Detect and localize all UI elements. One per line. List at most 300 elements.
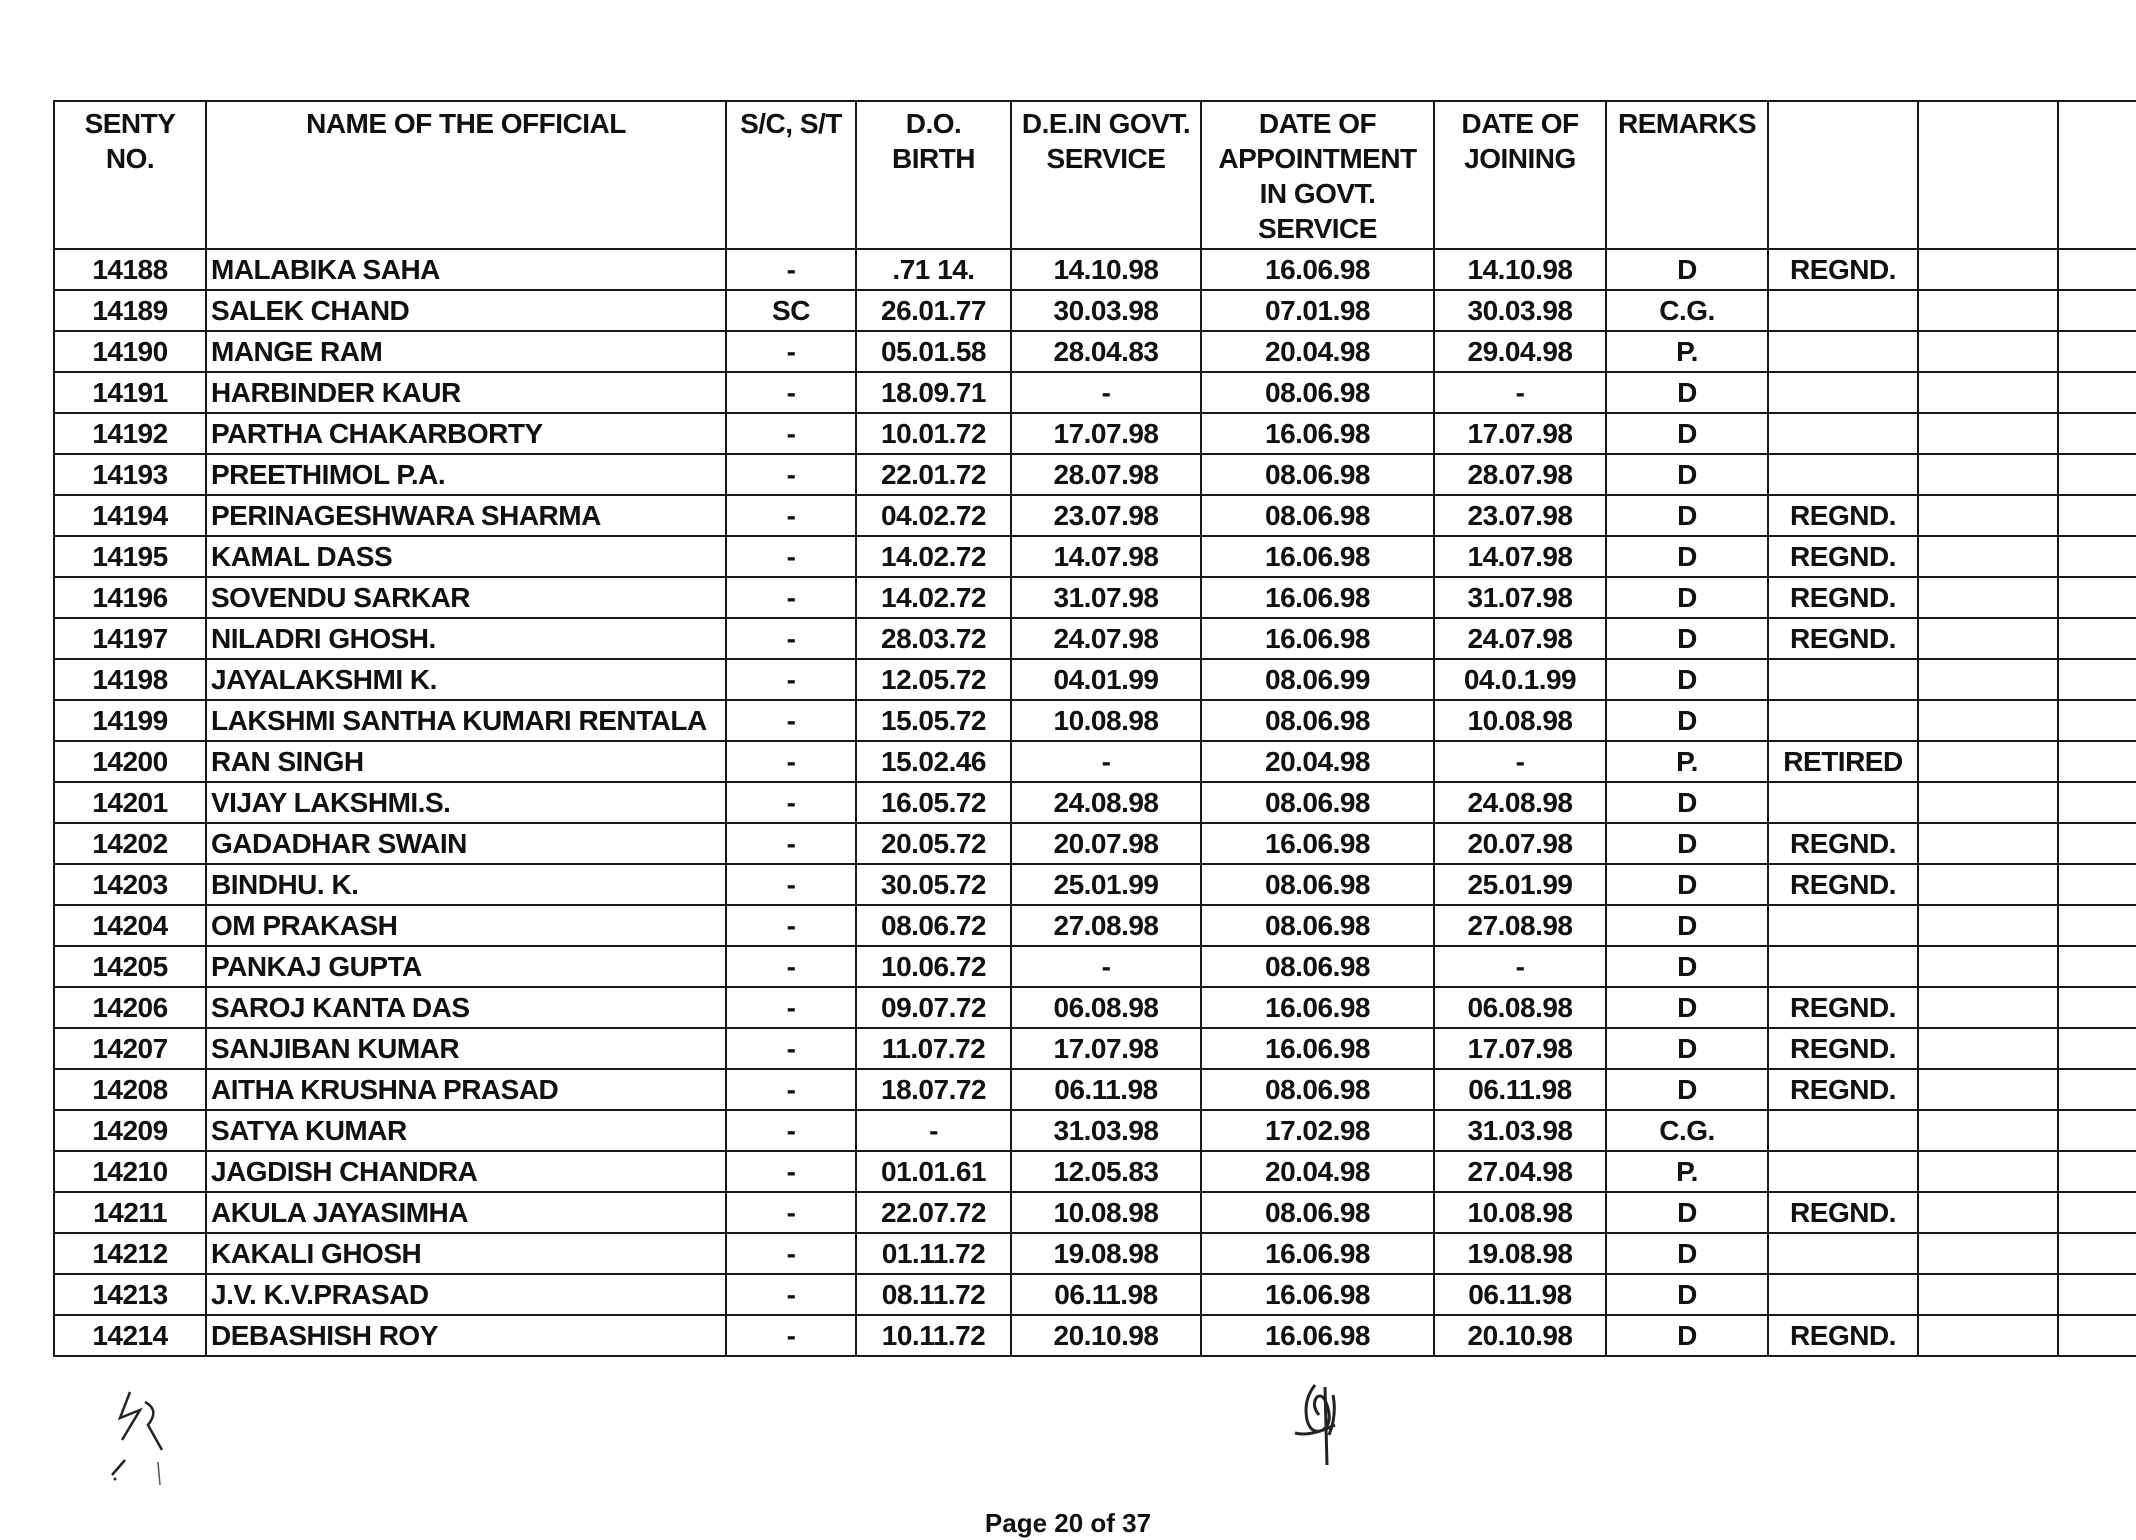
cell-name: GADADHAR SWAIN [206, 823, 726, 864]
cell-sc-st: - [726, 1151, 856, 1192]
cell-sc-st: - [726, 864, 856, 905]
header-blank-2 [1918, 101, 2058, 249]
cell-sc-st: - [726, 700, 856, 741]
cell-de-govt-service: 23.07.98 [1011, 495, 1201, 536]
cell-sc-st: - [726, 1028, 856, 1069]
table-row [54, 741, 2136, 782]
cell-date-of-appointment: 08.06.98 [1201, 864, 1434, 905]
cell-date-of-joining: 14.07.98 [1434, 536, 1606, 577]
cell-remarks-note: REGND. [1768, 987, 1918, 1028]
cell-date-of-joining: 23.07.98 [1434, 495, 1606, 536]
cell-name: JAGDISH CHANDRA [206, 1151, 726, 1192]
cell-name: MALABIKA SAHA [206, 249, 726, 290]
cell-date-of-joining: 27.04.98 [1434, 1151, 1606, 1192]
cell-sc-st: - [726, 577, 856, 618]
cell-remarks: D [1606, 782, 1768, 823]
cell-dob: 10.06.72 [856, 946, 1011, 987]
cell-name: NILADRI GHOSH. [206, 618, 726, 659]
cell-sc-st: - [726, 905, 856, 946]
cell-name: PANKAJ GUPTA [206, 946, 726, 987]
cell-blank [1918, 413, 2058, 454]
table-row [54, 700, 2136, 741]
cell-remarks: C.G. [1606, 290, 1768, 331]
cell-de-govt-service: 04.01.99 [1011, 659, 1201, 700]
cell-senty-no: 14190 [54, 331, 206, 372]
cell-remarks-note [1768, 946, 1918, 987]
cell-date-of-joining: 31.03.98 [1434, 1110, 1606, 1151]
cell-senty-no: 14192 [54, 413, 206, 454]
cell-name: HARBINDER KAUR [206, 372, 726, 413]
cell-date-of-joining: 29.04.98 [1434, 331, 1606, 372]
cell-remarks-note [1768, 290, 1918, 331]
cell-dob: 16.05.72 [856, 782, 1011, 823]
cell-blank [2058, 946, 2136, 987]
table-row [54, 1110, 2136, 1151]
cell-remarks-note [1768, 1274, 1918, 1315]
header-date-of-joining: DATE OF JOINING [1434, 101, 1606, 249]
cell-de-govt-service: 10.08.98 [1011, 1192, 1201, 1233]
cell-date-of-joining: 06.08.98 [1434, 987, 1606, 1028]
cell-date-of-appointment: 08.06.98 [1201, 454, 1434, 495]
cell-de-govt-service: 19.08.98 [1011, 1233, 1201, 1274]
cell-sc-st: SC [726, 290, 856, 331]
seniority-table-container [53, 100, 2136, 1357]
cell-sc-st: - [726, 1110, 856, 1151]
table-row [54, 372, 2136, 413]
cell-remarks-note: REGND. [1768, 823, 1918, 864]
cell-date-of-joining: 14.10.98 [1434, 249, 1606, 290]
cell-senty-no: 14206 [54, 987, 206, 1028]
cell-date-of-appointment: 16.06.98 [1201, 1274, 1434, 1315]
cell-blank [2058, 1028, 2136, 1069]
cell-date-of-joining: - [1434, 372, 1606, 413]
cell-dob: 15.05.72 [856, 700, 1011, 741]
cell-blank [1918, 1110, 2058, 1151]
cell-remarks: D [1606, 823, 1768, 864]
table-row [54, 536, 2136, 577]
cell-blank [1918, 618, 2058, 659]
cell-name: SALEK CHAND [206, 290, 726, 331]
header-name: NAME OF THE OFFICIAL [206, 101, 726, 249]
cell-date-of-appointment: 08.06.98 [1201, 1069, 1434, 1110]
cell-de-govt-service: 12.05.83 [1011, 1151, 1201, 1192]
cell-dob: 20.05.72 [856, 823, 1011, 864]
cell-remarks: D [1606, 700, 1768, 741]
cell-de-govt-service: 06.11.98 [1011, 1069, 1201, 1110]
cell-remarks: D [1606, 1028, 1768, 1069]
cell-senty-no: 14202 [54, 823, 206, 864]
cell-remarks-note [1768, 454, 1918, 495]
cell-dob: 09.07.72 [856, 987, 1011, 1028]
cell-date-of-appointment: 16.06.98 [1201, 577, 1434, 618]
table-row [54, 1069, 2136, 1110]
cell-blank [1918, 1315, 2058, 1356]
cell-blank [1918, 331, 2058, 372]
cell-date-of-appointment: 08.06.98 [1201, 782, 1434, 823]
cell-date-of-joining: 24.07.98 [1434, 618, 1606, 659]
cell-senty-no: 14189 [54, 290, 206, 331]
cell-blank [1918, 1028, 2058, 1069]
cell-remarks: D [1606, 577, 1768, 618]
cell-name: BINDHU. K. [206, 864, 726, 905]
cell-de-govt-service: 28.07.98 [1011, 454, 1201, 495]
cell-sc-st: - [726, 1274, 856, 1315]
cell-de-govt-service: 14.10.98 [1011, 249, 1201, 290]
cell-remarks-note [1768, 372, 1918, 413]
cell-sc-st: - [726, 249, 856, 290]
cell-date-of-joining: 24.08.98 [1434, 782, 1606, 823]
cell-de-govt-service: 17.07.98 [1011, 413, 1201, 454]
cell-dob: 12.05.72 [856, 659, 1011, 700]
cell-senty-no: 14207 [54, 1028, 206, 1069]
table-row [54, 495, 2136, 536]
cell-blank [2058, 618, 2136, 659]
table-row [54, 823, 2136, 864]
cell-senty-no: 14209 [54, 1110, 206, 1151]
cell-de-govt-service: 17.07.98 [1011, 1028, 1201, 1069]
cell-sc-st: - [726, 331, 856, 372]
cell-date-of-appointment: 20.04.98 [1201, 331, 1434, 372]
cell-sc-st: - [726, 618, 856, 659]
header-blank-1 [1768, 101, 1918, 249]
cell-senty-no: 14191 [54, 372, 206, 413]
cell-date-of-appointment: 08.06.98 [1201, 372, 1434, 413]
cell-blank [2058, 454, 2136, 495]
cell-date-of-joining: 10.08.98 [1434, 700, 1606, 741]
cell-blank [1918, 1233, 2058, 1274]
cell-senty-no: 14199 [54, 700, 206, 741]
cell-date-of-appointment: 08.06.98 [1201, 700, 1434, 741]
cell-date-of-joining: - [1434, 741, 1606, 782]
cell-de-govt-service: - [1011, 946, 1201, 987]
cell-blank [2058, 1274, 2136, 1315]
cell-blank [2058, 577, 2136, 618]
cell-name: SANJIBAN KUMAR [206, 1028, 726, 1069]
cell-remarks: D [1606, 249, 1768, 290]
cell-de-govt-service: 24.08.98 [1011, 782, 1201, 823]
cell-senty-no: 14193 [54, 454, 206, 495]
cell-blank [1918, 1192, 2058, 1233]
cell-senty-no: 14201 [54, 782, 206, 823]
cell-dob: 14.02.72 [856, 577, 1011, 618]
cell-date-of-joining: 20.07.98 [1434, 823, 1606, 864]
cell-blank [2058, 331, 2136, 372]
cell-sc-st: - [726, 495, 856, 536]
cell-date-of-joining: 04.0.1.99 [1434, 659, 1606, 700]
cell-blank [1918, 454, 2058, 495]
cell-dob: 10.01.72 [856, 413, 1011, 454]
cell-blank [1918, 741, 2058, 782]
cell-sc-st: - [726, 659, 856, 700]
cell-blank [2058, 864, 2136, 905]
cell-de-govt-service: - [1011, 372, 1201, 413]
cell-remarks-note: REGND. [1768, 1192, 1918, 1233]
cell-name: VIJAY LAKSHMI.S. [206, 782, 726, 823]
cell-dob: 01.11.72 [856, 1233, 1011, 1274]
table-header-row [54, 101, 2136, 249]
cell-date-of-joining: 20.10.98 [1434, 1315, 1606, 1356]
cell-dob: 08.06.72 [856, 905, 1011, 946]
table-row [54, 864, 2136, 905]
cell-name: AITHA KRUSHNA PRASAD [206, 1069, 726, 1110]
cell-dob: 04.02.72 [856, 495, 1011, 536]
cell-remarks-note [1768, 659, 1918, 700]
cell-date-of-appointment: 16.06.98 [1201, 536, 1434, 577]
cell-date-of-appointment: 17.02.98 [1201, 1110, 1434, 1151]
cell-blank [2058, 782, 2136, 823]
cell-date-of-appointment: 16.06.98 [1201, 1233, 1434, 1274]
cell-remarks: D [1606, 536, 1768, 577]
cell-de-govt-service: 06.11.98 [1011, 1274, 1201, 1315]
cell-remarks: P. [1606, 1151, 1768, 1192]
cell-blank [2058, 372, 2136, 413]
cell-dob: 28.03.72 [856, 618, 1011, 659]
cell-dob: 18.09.71 [856, 372, 1011, 413]
cell-remarks: D [1606, 413, 1768, 454]
cell-blank [1918, 536, 2058, 577]
cell-blank [1918, 1274, 2058, 1315]
cell-remarks: D [1606, 864, 1768, 905]
table-row [54, 987, 2136, 1028]
cell-remarks-note: REGND. [1768, 1028, 1918, 1069]
table-row [54, 1315, 2136, 1356]
cell-remarks-note: RETIRED [1768, 741, 1918, 782]
cell-name: OM PRAKASH [206, 905, 726, 946]
cell-remarks: D [1606, 372, 1768, 413]
cell-de-govt-service: 30.03.98 [1011, 290, 1201, 331]
cell-date-of-appointment: 16.06.98 [1201, 249, 1434, 290]
cell-blank [1918, 987, 2058, 1028]
table-row [54, 782, 2136, 823]
cell-blank [1918, 946, 2058, 987]
cell-date-of-joining: 19.08.98 [1434, 1233, 1606, 1274]
cell-date-of-appointment: 16.06.98 [1201, 823, 1434, 864]
cell-dob: 08.11.72 [856, 1274, 1011, 1315]
cell-date-of-appointment: 16.06.98 [1201, 618, 1434, 659]
cell-blank [1918, 1069, 2058, 1110]
cell-blank [2058, 249, 2136, 290]
cell-name: JAYALAKSHMI K. [206, 659, 726, 700]
cell-date-of-joining: 25.01.99 [1434, 864, 1606, 905]
cell-blank [1918, 1151, 2058, 1192]
cell-remarks-note: REGND. [1768, 1069, 1918, 1110]
cell-remarks: D [1606, 905, 1768, 946]
cell-sc-st: - [726, 454, 856, 495]
cell-blank [1918, 577, 2058, 618]
cell-dob: 10.11.72 [856, 1315, 1011, 1356]
cell-sc-st: - [726, 1315, 856, 1356]
cell-remarks: D [1606, 1315, 1768, 1356]
cell-senty-no: 14208 [54, 1069, 206, 1110]
cell-date-of-appointment: 20.04.98 [1201, 741, 1434, 782]
cell-name: PREETHIMOL P.A. [206, 454, 726, 495]
cell-sc-st: - [726, 782, 856, 823]
cell-senty-no: 14214 [54, 1315, 206, 1356]
cell-remarks-note [1768, 1233, 1918, 1274]
cell-blank [2058, 741, 2136, 782]
cell-sc-st: - [726, 987, 856, 1028]
header-blank-3 [2058, 101, 2136, 249]
cell-remarks-note [1768, 782, 1918, 823]
cell-blank [2058, 536, 2136, 577]
cell-sc-st: - [726, 946, 856, 987]
cell-blank [2058, 1233, 2136, 1274]
cell-sc-st: - [726, 1192, 856, 1233]
cell-blank [2058, 1110, 2136, 1151]
cell-date-of-joining: 28.07.98 [1434, 454, 1606, 495]
cell-blank [1918, 372, 2058, 413]
cell-date-of-appointment: 16.06.98 [1201, 1028, 1434, 1069]
cell-senty-no: 14200 [54, 741, 206, 782]
seniority-table [53, 100, 2136, 1357]
cell-de-govt-service: 10.08.98 [1011, 700, 1201, 741]
cell-dob: .71 14. [856, 249, 1011, 290]
cell-date-of-joining: 06.11.98 [1434, 1069, 1606, 1110]
cell-remarks: D [1606, 1233, 1768, 1274]
cell-sc-st: - [726, 372, 856, 413]
cell-blank [1918, 290, 2058, 331]
cell-remarks-note: REGND. [1768, 618, 1918, 659]
cell-remarks: P. [1606, 331, 1768, 372]
table-row [54, 454, 2136, 495]
header-date-of-appointment: DATE OF APPOINTMENT IN GOVT. SERVICE [1201, 101, 1434, 249]
cell-de-govt-service: 06.08.98 [1011, 987, 1201, 1028]
cell-blank [2058, 290, 2136, 331]
table-row [54, 1028, 2136, 1069]
cell-remarks: D [1606, 618, 1768, 659]
cell-remarks-note: REGND. [1768, 249, 1918, 290]
cell-de-govt-service: 20.10.98 [1011, 1315, 1201, 1356]
cell-blank [1918, 905, 2058, 946]
cell-blank [2058, 700, 2136, 741]
header-de-govt-service: D.E.IN GOVT. SERVICE [1011, 101, 1201, 249]
cell-sc-st: - [726, 1069, 856, 1110]
cell-senty-no: 14211 [54, 1192, 206, 1233]
cell-blank [1918, 823, 2058, 864]
cell-dob: 01.01.61 [856, 1151, 1011, 1192]
cell-blank [1918, 249, 2058, 290]
table-row [54, 1274, 2136, 1315]
table-row [54, 290, 2136, 331]
table-row [54, 413, 2136, 454]
cell-remarks-note: REGND. [1768, 577, 1918, 618]
cell-name: J.V. K.V.PRASAD [206, 1274, 726, 1315]
cell-sc-st: - [726, 741, 856, 782]
table-row [54, 1192, 2136, 1233]
cell-de-govt-service: 28.04.83 [1011, 331, 1201, 372]
cell-blank [2058, 495, 2136, 536]
cell-name: SATYA KUMAR [206, 1110, 726, 1151]
cell-remarks: D [1606, 987, 1768, 1028]
cell-remarks: C.G. [1606, 1110, 1768, 1151]
table-row [54, 577, 2136, 618]
cell-dob: 22.07.72 [856, 1192, 1011, 1233]
cell-senty-no: 14203 [54, 864, 206, 905]
cell-senty-no: 14194 [54, 495, 206, 536]
cell-senty-no: 14213 [54, 1274, 206, 1315]
cell-remarks: D [1606, 659, 1768, 700]
cell-senty-no: 14198 [54, 659, 206, 700]
cell-de-govt-service: 20.07.98 [1011, 823, 1201, 864]
table-row [54, 659, 2136, 700]
cell-blank [2058, 823, 2136, 864]
cell-date-of-appointment: 08.06.98 [1201, 1192, 1434, 1233]
cell-senty-no: 14205 [54, 946, 206, 987]
table-row [54, 946, 2136, 987]
cell-date-of-joining: 30.03.98 [1434, 290, 1606, 331]
cell-date-of-appointment: 16.06.98 [1201, 413, 1434, 454]
cell-name: LAKSHMI SANTHA KUMARI RENTALA [206, 700, 726, 741]
cell-blank [1918, 659, 2058, 700]
cell-de-govt-service: 31.03.98 [1011, 1110, 1201, 1151]
cell-remarks: D [1606, 454, 1768, 495]
cell-remarks-note: REGND. [1768, 536, 1918, 577]
header-remarks: REMARKS [1606, 101, 1768, 249]
table-row [54, 331, 2136, 372]
table-row [54, 249, 2136, 290]
handwritten-signature-center [1275, 1375, 1365, 1475]
cell-blank [2058, 659, 2136, 700]
cell-name: PERINAGESHWARA SHARMA [206, 495, 726, 536]
cell-remarks: D [1606, 946, 1768, 987]
cell-blank [2058, 905, 2136, 946]
cell-date-of-appointment: 20.04.98 [1201, 1151, 1434, 1192]
cell-remarks-note: REGND. [1768, 1315, 1918, 1356]
cell-de-govt-service: 25.01.99 [1011, 864, 1201, 905]
cell-name: DEBASHISH ROY [206, 1315, 726, 1356]
cell-date-of-appointment: 08.06.98 [1201, 495, 1434, 536]
cell-dob: 14.02.72 [856, 536, 1011, 577]
cell-remarks-note: REGND. [1768, 495, 1918, 536]
cell-name: MANGE RAM [206, 331, 726, 372]
cell-name: SAROJ KANTA DAS [206, 987, 726, 1028]
cell-date-of-joining: - [1434, 946, 1606, 987]
cell-remarks: D [1606, 1192, 1768, 1233]
cell-de-govt-service: 27.08.98 [1011, 905, 1201, 946]
cell-remarks: D [1606, 1274, 1768, 1315]
cell-sc-st: - [726, 413, 856, 454]
cell-date-of-joining: 06.11.98 [1434, 1274, 1606, 1315]
cell-remarks-note: REGND. [1768, 864, 1918, 905]
cell-senty-no: 14197 [54, 618, 206, 659]
cell-senty-no: 14204 [54, 905, 206, 946]
cell-date-of-joining: 17.07.98 [1434, 1028, 1606, 1069]
cell-remarks-note [1768, 905, 1918, 946]
cell-name: KAMAL DASS [206, 536, 726, 577]
cell-blank [2058, 413, 2136, 454]
cell-name: RAN SINGH [206, 741, 726, 782]
cell-date-of-appointment: 16.06.98 [1201, 1315, 1434, 1356]
table-row [54, 1151, 2136, 1192]
cell-dob: 30.05.72 [856, 864, 1011, 905]
cell-dob: 05.01.58 [856, 331, 1011, 372]
cell-blank [2058, 987, 2136, 1028]
cell-name: SOVENDU SARKAR [206, 577, 726, 618]
cell-blank [2058, 1192, 2136, 1233]
table-row [54, 1233, 2136, 1274]
cell-date-of-appointment: 16.06.98 [1201, 987, 1434, 1028]
cell-blank [1918, 495, 2058, 536]
cell-de-govt-service: - [1011, 741, 1201, 782]
cell-senty-no: 14195 [54, 536, 206, 577]
cell-date-of-joining: 31.07.98 [1434, 577, 1606, 618]
cell-remarks-note [1768, 1110, 1918, 1151]
cell-sc-st: - [726, 536, 856, 577]
cell-blank [1918, 864, 2058, 905]
cell-sc-st: - [726, 823, 856, 864]
cell-remarks: P. [1606, 741, 1768, 782]
cell-date-of-joining: 17.07.98 [1434, 413, 1606, 454]
